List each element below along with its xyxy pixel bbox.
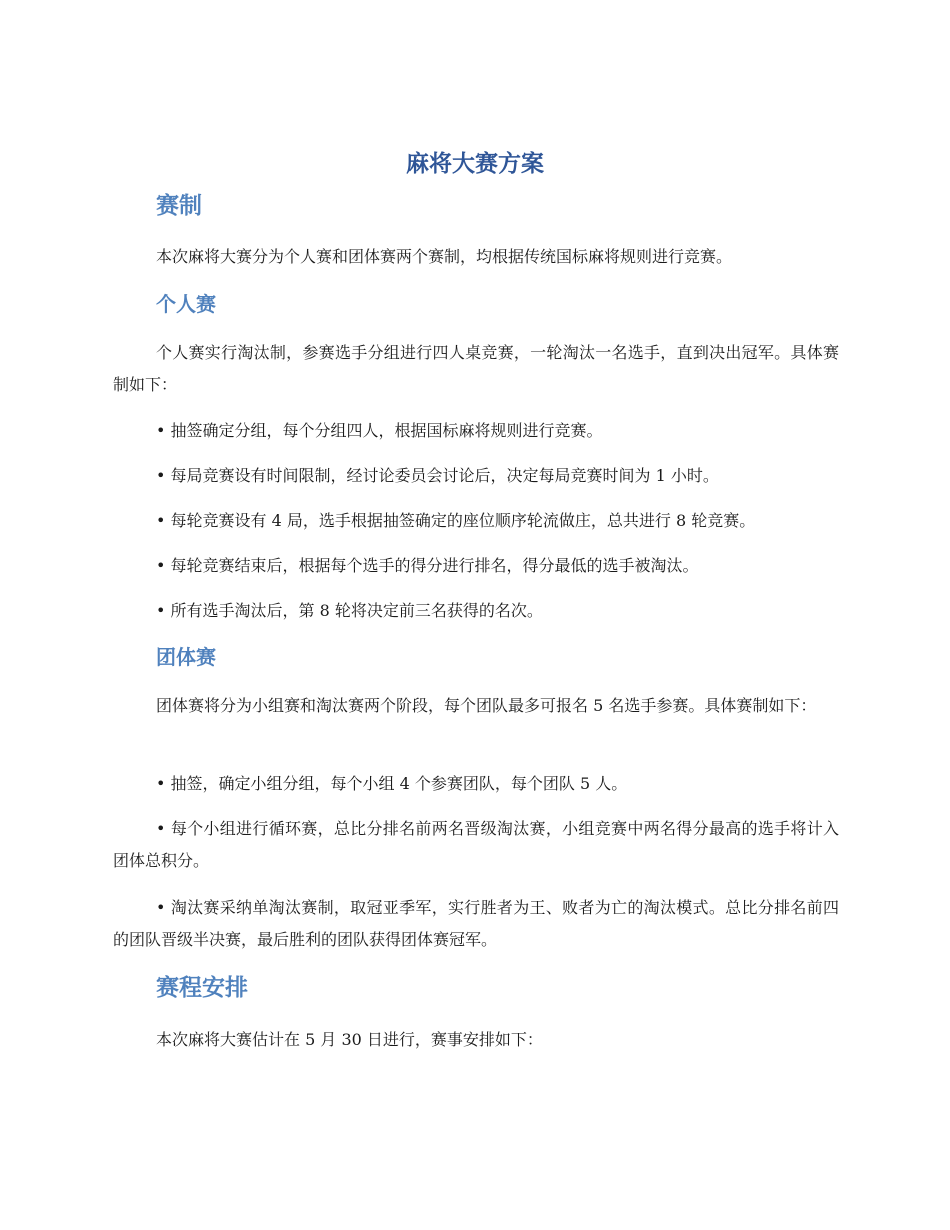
individual-rule-item: • 每轮竞赛结束后，根据每个选手的得分进行排名，得分最低的选手被淘汰。: [156, 556, 699, 575]
format-intro-paragraph: 本次麻将大赛分为个人赛和团体赛两个赛制，均根据传统国标麻将规则进行竞赛。: [156, 247, 733, 266]
individual-rule-item: • 所有选手淘汰后，第 8 轮将决定前三名获得的名次。: [156, 601, 543, 620]
individual-rule-item: • 每局竞赛设有时间限制，经讨论委员会讨论后，决定每局竞赛时间为 1 小时。: [156, 466, 719, 485]
section-heading-format: 赛制: [156, 193, 202, 219]
schedule-intro-paragraph: 本次麻将大赛估计在 5 月 30 日进行，赛事安排如下：: [156, 1030, 543, 1049]
team-rule-item: • 每个小组进行循环赛，总比分排名前两名晋级淘汰赛，小组竞赛中两名得分最高的选手将计入团体总积分。: [113, 819, 839, 870]
section-heading-schedule: 赛程安排: [156, 975, 248, 1001]
individual-intro-paragraph: 个人赛实行淘汰制，参赛选手分组进行四人桌竞赛，一轮淘汰一名选手，直到决出冠军。具体赛制如下：: [113, 343, 839, 394]
team-rule-item: • 抽签，确定小组分组，每个小组 4 个参赛团队，每个团队 5 人。: [156, 774, 628, 793]
individual-rule-item: • 每轮竞赛设有 4 局，选手根据抽签确定的座位顺序轮流做庄，总共进行 8 轮竞赛。: [156, 511, 756, 530]
team-intro-paragraph: 团体赛将分为小组赛和淘汰赛两个阶段，每个团队最多可报名 5 名选手参赛。具体赛制如下：: [156, 696, 817, 715]
individual-rule-item: • 抽签确定分组，每个分组四人，根据国标麻将规则进行竞赛。: [156, 421, 603, 440]
document-title: 麻将大赛方案: [406, 151, 544, 177]
team-rule-item: • 淘汰赛采纳单淘汰赛制，取冠亚季军，实行胜者为王、败者为亡的淘汰模式。总比分排名前四的团队晋级半决赛，最后胜利的团队获得团体赛冠军。: [113, 898, 839, 949]
section-heading-individual: 个人赛: [156, 292, 216, 316]
section-heading-team: 团体赛: [156, 645, 216, 669]
